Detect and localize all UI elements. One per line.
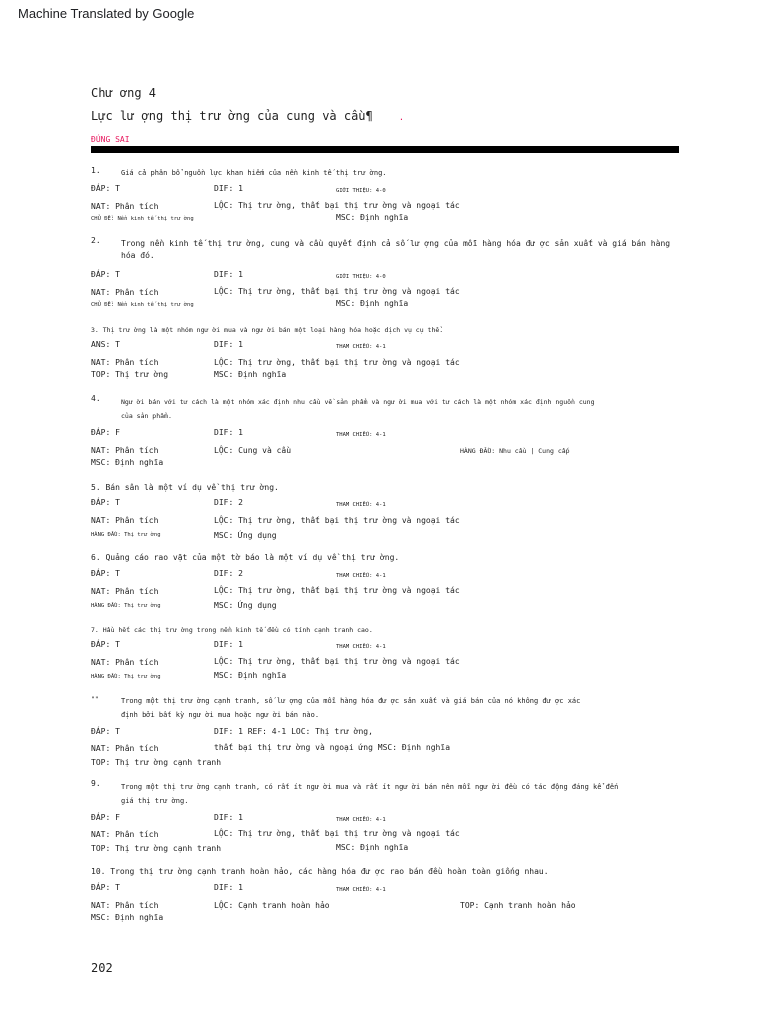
answer-field: ĐÁP: F — [91, 813, 120, 822]
question-text-continued: giá thị trư ờng. — [121, 797, 189, 805]
answer-field: ĐÁP: T — [91, 270, 120, 279]
answer-field: ĐÁP: T — [91, 727, 120, 736]
chapter-title — [91, 109, 404, 123]
topic-field: HÀNG ĐẦU: Thị trư ờng — [91, 532, 161, 538]
difficulty-reference-field: DIF: 1 REF: 4-1 LOC: Thị trư ờng, — [214, 727, 373, 736]
question-text: Trong nền kinh tế thị trư ờng, cung và cầu quyết định cả số lư ợng của mỗi hàng hóa đư ợc sản xuất và giá bán hàng — [121, 239, 671, 248]
topic-field: TOP: Thị trư ờng cạnh tranh — [91, 758, 222, 767]
question-number: 2. — [91, 236, 101, 245]
reference-field: THAM CHIẾU: 4-1 — [336, 644, 386, 650]
topic-field: TOP: Cạnh tranh hoàn hảo — [460, 901, 576, 910]
loc-field: LỘC: Thị trư ờng, thất bại thị trư ờng và ngoại tác — [214, 358, 460, 367]
topic-field: TOP: Thị trư ờng — [91, 370, 169, 379]
reference-field: THAM CHIẾU: 4-1 — [336, 817, 386, 823]
loc-field: LỘC: Cạnh tranh hoàn hảo — [214, 901, 330, 910]
answer-field: ANS: T — [91, 340, 120, 349]
question-text: 3. Thị trư ờng là một nhóm ngư ời mua và ngư ời bán một loại hàng hóa hoặc dịch vụ cụ thể. — [91, 326, 444, 334]
loc-field: LỘC: Cung và cầu — [214, 446, 292, 455]
machine-translation-banner: Machine Translated by Google — [18, 6, 195, 21]
question-text: Ngư ời bán với tư cách là một nhóm xác định nhu cầu về sản phẩm và ngư ời mua với tư cách là một nhóm xác định nguồn cung — [121, 398, 595, 406]
reference-field: THAM CHIẾU: 4-1 — [336, 887, 386, 893]
msc-field: MSC: Định nghĩa — [214, 671, 287, 680]
question-text-continued: của sản phẩm. — [121, 412, 172, 420]
section-rule — [91, 146, 679, 153]
difficulty-field: DIF: 2 — [214, 569, 243, 578]
topic-field: CHỦ ĐỀ: Nền kinh tế thị trư ờng — [91, 302, 194, 308]
section-heading: ĐÚNG SAI — [91, 135, 130, 144]
loc-field: LỘC: Thị trư ờng, thất bại thị trư ờng và ngoại tác — [214, 829, 460, 838]
question-text: Trong một thị trư ờng cạnh tranh, có rất ít ngư ời mua và rất ít ngư ời bán nên mỗi ngư ời đều có tác động đáng kể đến — [121, 783, 619, 791]
topic-field: CHỦ ĐỀ: Nền kinh tế thị trư ờng — [91, 216, 194, 222]
msc-field: MSC: Ứng dụng — [214, 601, 277, 610]
loc-field: LỘC: Thị trư ờng, thất bại thị trư ờng và ngoại tác — [214, 287, 460, 296]
nat-field: NAT: Phân tích — [91, 202, 159, 211]
difficulty-field: DIF: 1 — [214, 184, 243, 193]
question-number: 9. — [91, 779, 101, 788]
difficulty-field: DIF: 1 — [214, 340, 243, 349]
page-number: 202 — [91, 961, 113, 975]
loc-field: LỘC: Thị trư ờng, thất bại thị trư ờng và ngoại tác — [214, 201, 460, 210]
difficulty-field: DIF: 2 — [214, 498, 243, 507]
loc-field: LỘC: Thị trư ờng, thất bại thị trư ờng và ngoại tác — [214, 657, 460, 666]
question-text: 10. Trong thị trư ờng cạnh tranh hoàn hảo, các hàng hóa đư ợc rao bán đều hoàn toàn giống nhau. — [91, 867, 549, 876]
topic-field: HÀNG ĐẦU: Thị trư ờng — [91, 674, 161, 680]
difficulty-field: DIF: 1 — [214, 640, 243, 649]
loc-field: LỘC: Thị trư ờng, thất bại thị trư ờng và ngoại tác — [214, 586, 460, 595]
loc-field: LỘC: Thị trư ờng, thất bại thị trư ờng và ngoại tác — [214, 516, 460, 525]
question-text: Giá cả phân bổ nguồn lực khan hiếm của nền kinh tế thị trư ờng. — [121, 169, 387, 177]
nat-field: NAT: Phân tích — [91, 587, 159, 596]
chapter-title-text: Lực lư ợng thị trư ờng của cung và cầu¶ — [91, 109, 373, 123]
difficulty-field: DIF: 1 — [214, 428, 243, 437]
reference-field: THAM CHIẾU: 4-1 — [336, 432, 386, 438]
answer-field: ĐÁP: T — [91, 569, 120, 578]
answer-field: ĐÁP: T — [91, 498, 120, 507]
nat-field: NAT: Phân tích — [91, 516, 159, 525]
reference-field: THAM CHIẾU: 4-1 — [336, 573, 386, 579]
nat-field: NAT: Phân tích — [91, 358, 159, 367]
answer-field: ĐÁP: F — [91, 428, 120, 437]
reference-field: THAM CHIẾU: 4-1 — [336, 502, 386, 508]
question-text: Trong một thị trư ờng cạnh tranh, số lư ợng của mỗi hàng hóa đư ợc sản xuất và giá bán của nó không đư ợc xác — [121, 697, 581, 705]
question-number: 1. — [91, 166, 101, 175]
nat-field: NAT: Phân tích — [91, 744, 159, 753]
nat-field: NAT: Phân tích — [91, 288, 159, 297]
question-text: 5. Bán sân là một ví dụ về thị trư ờng. — [91, 483, 279, 492]
msc-field: MSC: Định nghĩa — [91, 913, 164, 922]
question-text-continued: hóa đó. — [121, 251, 155, 260]
topic-field: HÀNG ĐẦU: Thị trư ờng — [91, 603, 161, 609]
chapter-heading: Chư ơng 4 — [91, 86, 157, 100]
answer-field: ĐÁP: T — [91, 883, 120, 892]
msc-field: MSC: Định nghĩa — [336, 213, 409, 222]
difficulty-field: DIF: 1 — [214, 883, 243, 892]
msc-field: MSC: Định nghĩa — [336, 299, 409, 308]
msc-field: MSC: Ứng dụng — [214, 531, 277, 540]
question-text: 7. Hầu hết các thị trư ờng trong nền kinh tế đều có tính cạnh tranh cao. — [91, 626, 373, 634]
msc-field: MSC: Định nghĩa — [91, 458, 164, 467]
question-text-continued: định bởi bất kỳ ngư ời mua hoặc ngư ời bán nào. — [121, 711, 320, 719]
nat-field: NAT: Phân tích — [91, 901, 159, 910]
question-number: "" — [91, 695, 99, 703]
topic-field: HÀNG ĐẦU: Nhu cầu | Cung cấp — [460, 447, 570, 455]
msc-field: MSC: Định nghĩa — [336, 843, 409, 852]
topic-field: TOP: Thị trư ờng cạnh tranh — [91, 844, 222, 853]
reference-field: GIỚI THIỆU: 4-0 — [336, 188, 386, 194]
difficulty-field: DIF: 1 — [214, 270, 243, 279]
question-number: 4. — [91, 394, 101, 403]
reference-field: GIỚI THIỆU: 4-0 — [336, 274, 386, 280]
title-mark: . — [398, 113, 405, 123]
reference-field: THAM CHIẾU: 4-1 — [336, 344, 386, 350]
answer-field: ĐÁP: T — [91, 640, 120, 649]
question-text: 6. Quảng cáo rao vặt của một tờ báo là một ví dụ về thị trư ờng. — [91, 553, 400, 562]
answer-field: ĐÁP: T — [91, 184, 120, 193]
nat-field: NAT: Phân tích — [91, 830, 159, 839]
nat-field: NAT: Phân tích — [91, 446, 159, 455]
loc-field: thất bại thị trư ờng và ngoại ứng MSC: Định nghĩa — [214, 743, 451, 752]
difficulty-field: DIF: 1 — [214, 813, 243, 822]
nat-field: NAT: Phân tích — [91, 658, 159, 667]
msc-field: MSC: Định nghĩa — [214, 370, 287, 379]
